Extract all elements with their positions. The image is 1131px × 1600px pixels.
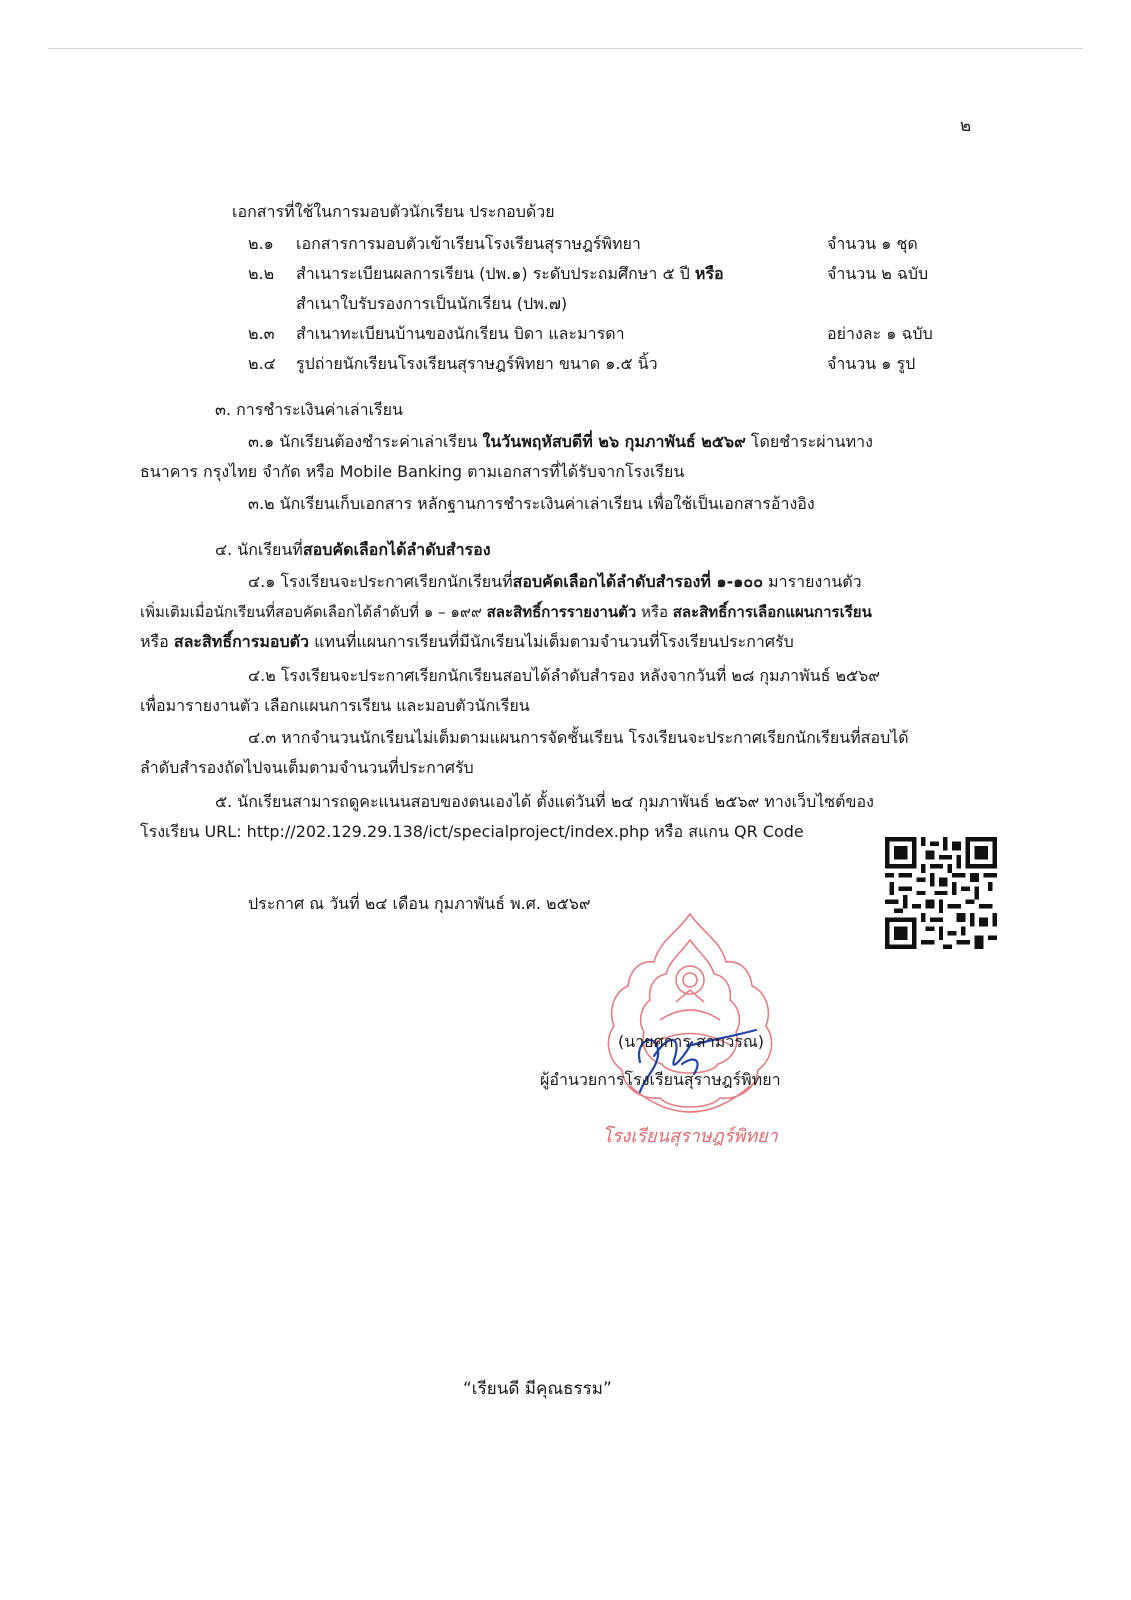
doc-item-text: เอกสารการมอบตัวเข้าเรียนโรงเรียนสุราษฎร์พิทยา [296, 234, 641, 253]
signer-title: ผู้อำนวยการโรงเรียนสุราษฎร์พิทยา [540, 1070, 781, 1089]
scan-edge-line [48, 48, 1083, 49]
doc-item-text: สำเนาทะเบียนบ้านของนักเรียน บิดา และมารดา [296, 324, 625, 343]
reserve-paragraph-2-line-2: เพื่อมารายงานตัว เลือกแผนการเรียน และมอบตัวนักเรียน [140, 696, 530, 715]
doc-item-quantity: จำนวน ๑ รูป [827, 354, 916, 373]
doc-item-text: รูปถ่ายนักเรียนโรงเรียนสุราษฎร์พิทยา ขนาด ๑.๕ นิ้ว [296, 354, 658, 373]
qr-code[interactable] [885, 837, 997, 949]
payment-paragraph-1-line-2: ธนาคาร กรุงไทย จำกัด หรือ Mobile Banking ตามเอกสารที่ได้รับจากโรงเรียน [140, 462, 685, 481]
announce-date: ประกาศ ณ วันที่ ๒๔ เดือน กุมภาพันธ์ พ.ศ. ๒๕๖๙ [248, 894, 591, 913]
reserve-paragraph-1-line-2: เพิ่มเติมเมื่อนักเรียนที่สอบคัดเลือกได้ลำดับที่ ๑ – ๑๙๙ สละสิทธิ์การรายงานตัว หรือ สละสิทธิ์การเลือกแผนการเรียน [140, 603, 872, 621]
doc-item-quantity: จำนวน ๒ ฉบับ [827, 264, 929, 283]
payment-heading: ๓. การชำระเงินค่าเล่าเรียน [215, 400, 403, 419]
doc-item-quantity: จำนวน ๑ ชุด [827, 234, 918, 253]
reserve-paragraph-3: ๔.๓ หากจำนวนนักเรียนไม่เต็มตามแผนการจัดชั้นเรียน โรงเรียนจะประกาศเรียกนักเรียนที่สอบได้ [248, 728, 909, 747]
reserve-paragraph-3-line-2: ลำดับสำรองถัดไปจนเต็มตามจำนวนที่ประกาศรับ [140, 758, 474, 777]
doc-item-text-continued: สำเนาใบรับรองการเป็นนักเรียน (ปพ.๗) [296, 294, 568, 313]
page-number: ๒ [960, 116, 972, 136]
signer-name: (นายศการ สามวรณ) [618, 1032, 765, 1051]
doc-item-number: ๒.๑ [248, 234, 274, 253]
scores-paragraph-line-2: โรงเรียน URL: http://202.129.29.138/ict/specialproject/index.php หรือ สแกน QR Code [140, 822, 804, 841]
seal-text: โรงเรียนสุราษฎร์พิทยา [602, 1126, 778, 1147]
doc-item-text: สำเนาระเบียนผลการเรียน (ปพ.๑) ระดับประถมศึกษา ๕ ปี หรือ [296, 264, 724, 283]
scores-paragraph: ๕. นักเรียนสามารถดูคะแนนสอบของตนเองได้ ตั้งแต่วันที่ ๒๔ กุมภาพันธ์ ๒๕๖๙ ทางเว็บไซต์ของ [215, 792, 874, 811]
school-motto: “เรียนดี มีคุณธรรม” [463, 1379, 612, 1399]
reserve-heading: ๔. นักเรียนที่สอบคัดเลือกได้ลำดับสำรอง [215, 540, 491, 559]
reserve-paragraph-2: ๔.๒ โรงเรียนจะประกาศเรียกนักเรียนสอบได้ลำดับสำรอง หลังจากวันที่ ๒๘ กุมภาพันธ์ ๒๕๖๙ [248, 666, 880, 685]
doc-item-number: ๒.๓ [248, 324, 275, 343]
payment-paragraph-1: ๓.๑ นักเรียนต้องชำระค่าเล่าเรียน ในวันพฤหัสบดีที่ ๒๖ กุมภาพันธ์ ๒๕๖๙ โดยชำระผ่านทาง [248, 432, 873, 451]
reserve-paragraph-1-line-3: หรือ สละสิทธิ์การมอบตัว แทนที่แผนการเรียนที่มีนักเรียนไม่เต็มตามจำนวนที่โรงเรียนประกาศรับ [140, 632, 794, 651]
doc-item-number: ๒.๔ [248, 354, 276, 373]
documents-intro: เอกสารที่ใช้ในการมอบตัวนักเรียน ประกอบด้วย [232, 202, 555, 221]
reserve-paragraph-1: ๔.๑ โรงเรียนจะประกาศเรียกนักเรียนที่สอบคัดเลือกได้ลำดับสำรองที่ ๑-๑๐๐ มารายงานตัว [248, 572, 862, 591]
payment-paragraph-2: ๓.๒ นักเรียนเก็บเอกสาร หลักฐานการชำระเงินค่าเล่าเรียน เพื่อใช้เป็นเอกสารอ้างอิง [248, 494, 815, 513]
doc-item-quantity: อย่างละ ๑ ฉบับ [827, 324, 933, 343]
doc-item-number: ๒.๒ [248, 264, 275, 283]
